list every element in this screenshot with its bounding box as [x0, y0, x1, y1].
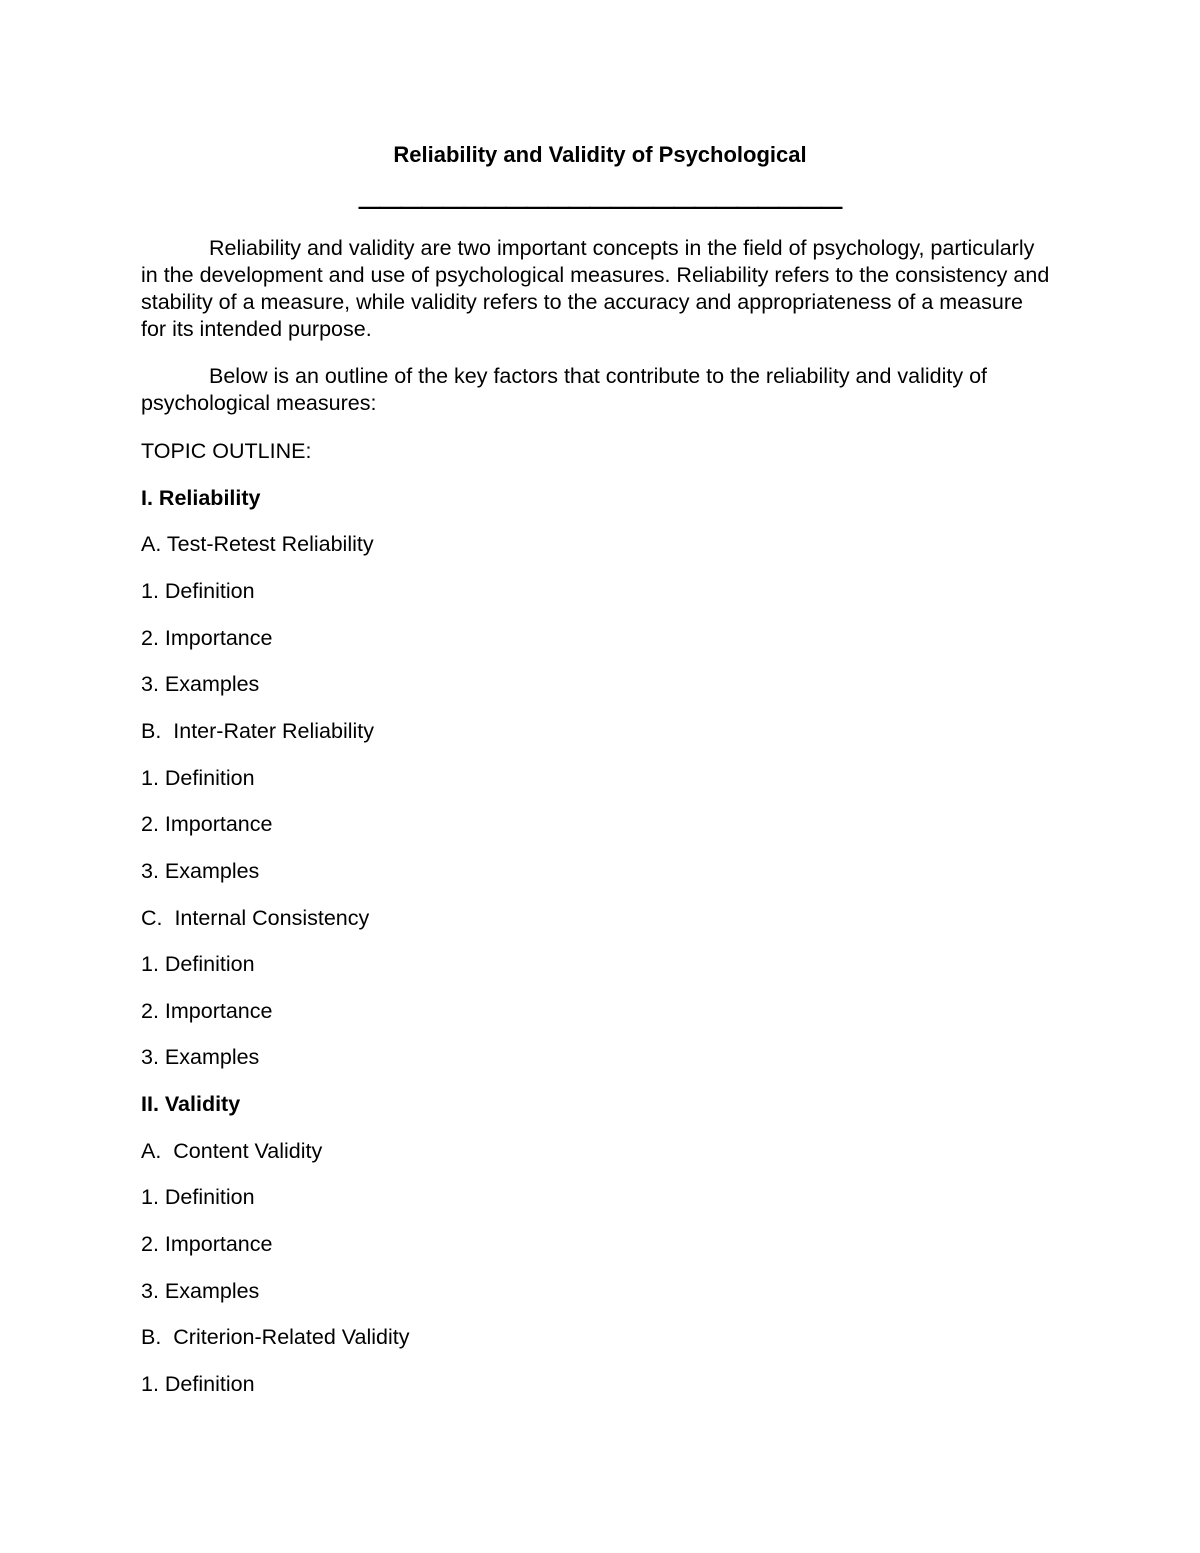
outline-item: 2. Importance: [141, 625, 273, 650]
document-title: Reliability and Validity of Psychological: [393, 142, 807, 167]
outline-item: C. Internal Consistency: [141, 905, 370, 930]
outline-item: 1. Definition: [141, 765, 255, 790]
outline-item: 1. Definition: [141, 1185, 255, 1210]
intro-paragraph-text: Reliability and validity are two important concepts in the field of psychology, particularly in the development and use of psychological measures. Reliability refers to the consistency and stability of a measure, while validity refers to the accuracy and appropriateness of a measure for its intended purpose.: [141, 236, 1050, 341]
outline-item: 1. Definition: [141, 952, 255, 977]
intro-paragraph: [141, 235, 1051, 343]
outline-item: 1. Definition: [141, 578, 255, 603]
outline-item: B. Inter-Rater Reliability: [141, 718, 374, 743]
outline-item: A. Test-Retest Reliability: [141, 532, 374, 557]
outline-section-heading: I. Reliability: [141, 485, 261, 510]
outline-item: 3. Examples: [141, 1278, 260, 1303]
outline-section-heading: II. Validity: [141, 1092, 241, 1117]
outline-item: 1. Definition: [141, 1372, 255, 1396]
outline-intro-paragraph-text: Below is an outline of the key factors that contribute to the reliability and validity of psychological measures:: [141, 364, 988, 415]
outline-item: 3. Examples: [141, 858, 260, 883]
outline-item: 3. Examples: [141, 672, 260, 697]
title-underline-rule: ———————————————————————: [358, 194, 842, 219]
outline-item: B. Criterion-Related Validity: [141, 1325, 410, 1350]
outline-item: 3. Examples: [141, 1045, 260, 1070]
outline-heading: TOPIC OUTLINE:: [141, 439, 312, 463]
outline-item: A. Content Validity: [141, 1138, 323, 1163]
outline-item: 2. Importance: [141, 812, 273, 837]
outline-item: 2. Importance: [141, 998, 273, 1023]
outline-item: 2. Importance: [141, 1232, 273, 1257]
outline-intro-paragraph: [141, 363, 1051, 417]
